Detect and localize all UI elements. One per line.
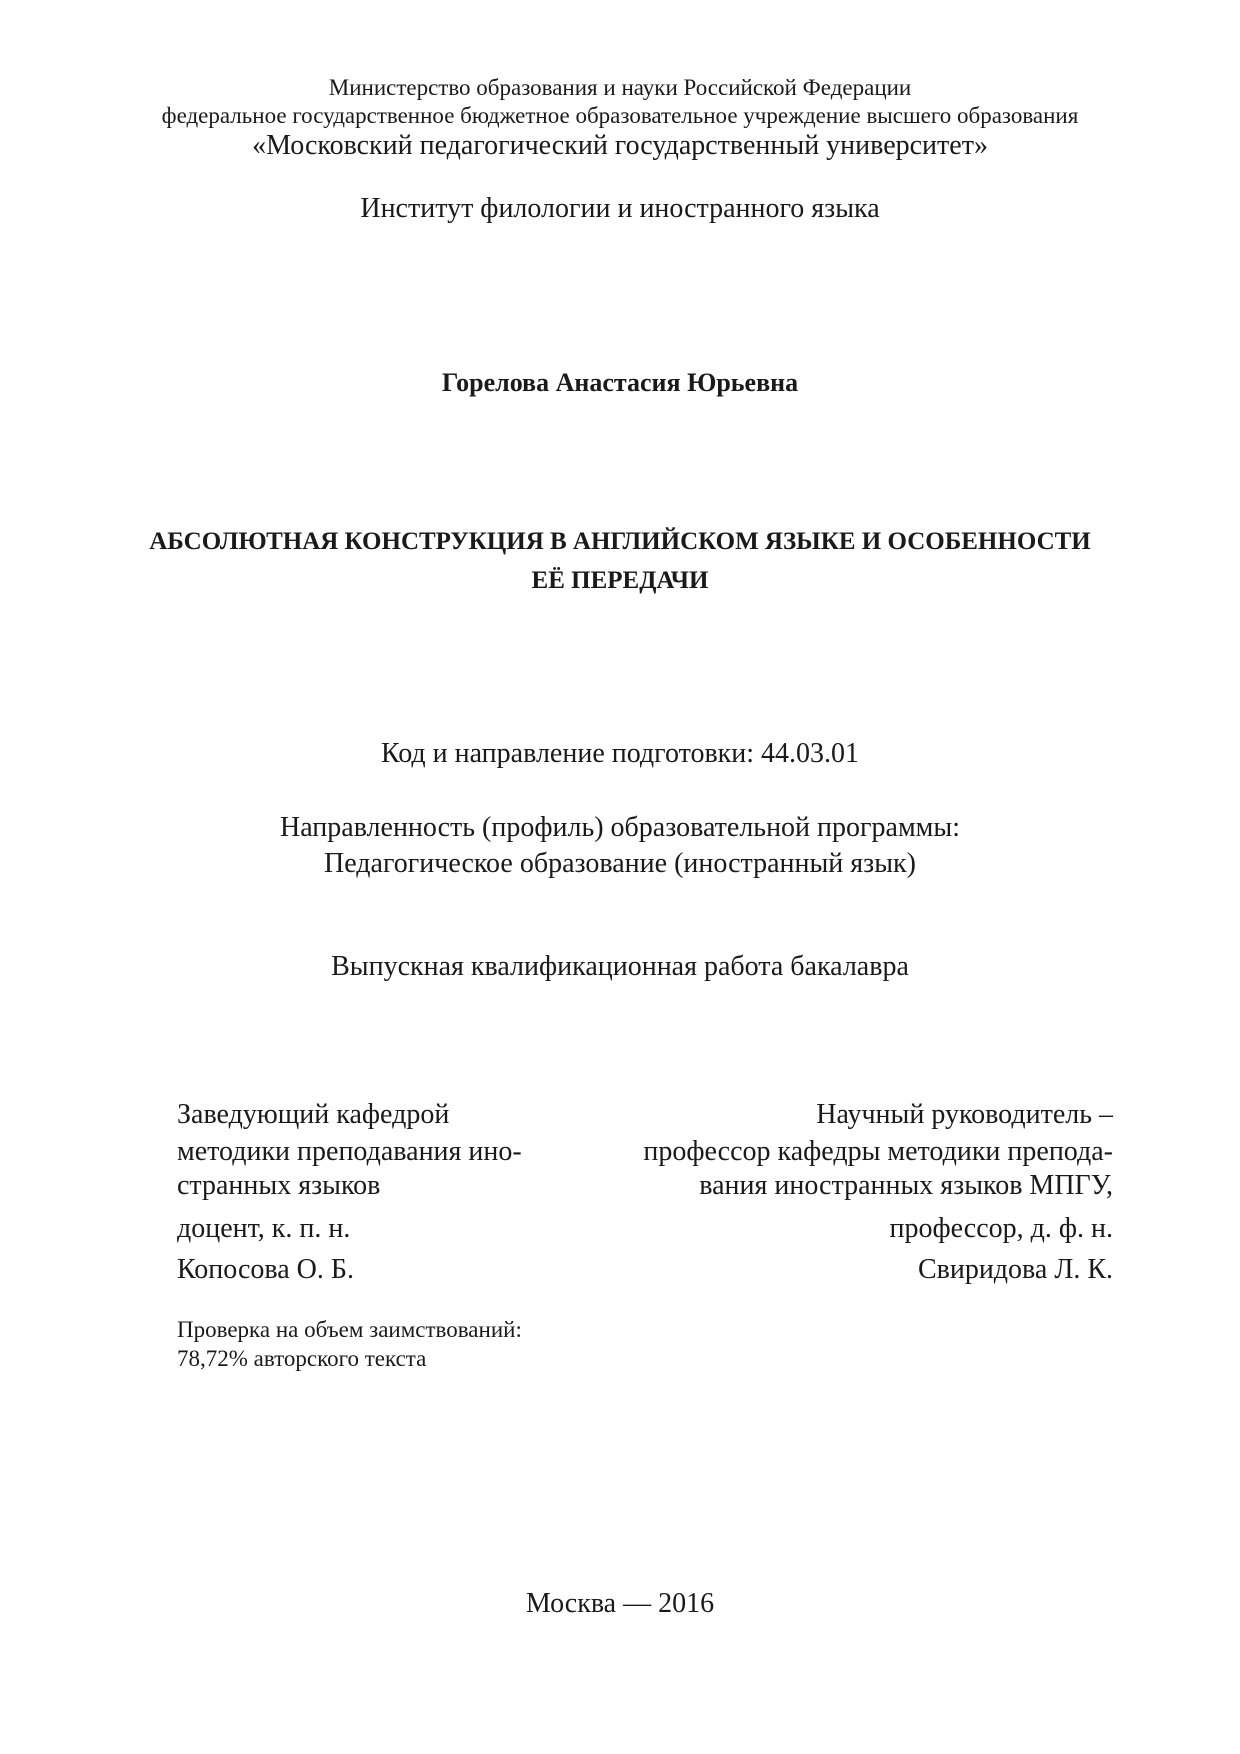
institute-name: Институт филологии и иностранного языка	[360, 193, 880, 224]
supervisor-line: Научный руководитель –	[816, 1099, 1113, 1130]
supervisor-line: вания иностранных языков МПГУ,	[699, 1170, 1113, 1201]
profile-value: Педагогическое образование (иностранный язык)	[324, 848, 916, 879]
plagiarism-check-value: 78,72% авторского текста	[177, 1346, 427, 1371]
work-type: Выпускная квалификационная работа бакалавра	[331, 951, 909, 982]
plagiarism-check-label: Проверка на объем заимствований:	[177, 1317, 522, 1342]
university-name: «Московский педагогический государственный университет»	[252, 130, 988, 161]
supervisor-name: Свиридова Л. К.	[917, 1254, 1113, 1285]
ministry-line: Министерство образования и науки Российской Федерации	[328, 75, 912, 100]
thesis-title-line-2: ЕЁ ПЕРЕДАЧИ	[531, 567, 709, 594]
head-of-department-line: доцент, к. п. н.	[177, 1213, 351, 1244]
training-code: Код и направление подготовки: 44.03.01	[380, 738, 860, 769]
city-year: Москва — 2016	[525, 1588, 715, 1619]
author-name: Горелова Анастасия Юрьевна	[441, 368, 799, 397]
head-of-department-line: методики преподавания ино-	[177, 1136, 522, 1167]
thesis-title-line-1: АБСОЛЮТНАЯ КОНСТРУКЦИЯ В АНГЛИЙСКОМ ЯЗЫКЕ И ОСОБЕННОСТИ	[149, 528, 1091, 555]
profile-label: Направленность (профиль) образовательной программы:	[280, 812, 960, 843]
head-of-department-line: Заведующий кафедрой	[177, 1099, 450, 1130]
supervisor-line: профессор, д. ф. н.	[889, 1213, 1113, 1244]
head-of-department-name: Копосова О. Б.	[177, 1254, 354, 1285]
supervisor-line: профессор кафедры методики препода-	[643, 1136, 1113, 1167]
institution-type-line: федеральное государственное бюджетное образовательное учреждение высшего образования	[161, 103, 1079, 128]
head-of-department-line: странных языков	[177, 1170, 381, 1201]
